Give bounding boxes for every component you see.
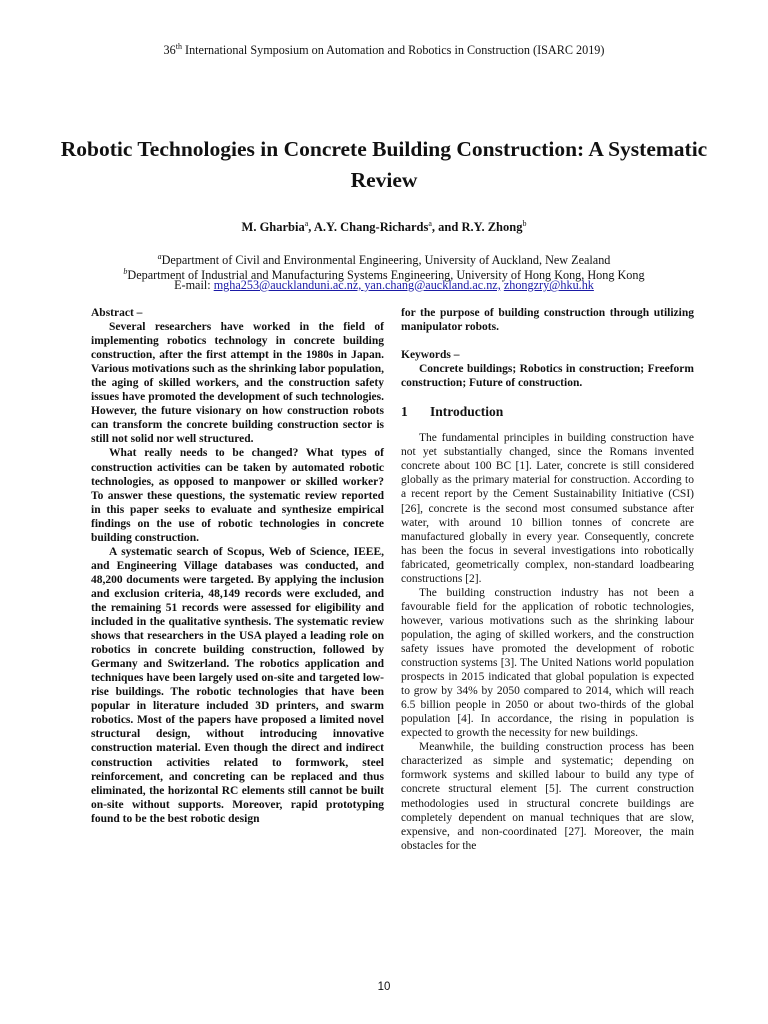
abstract-paragraph-3: A systematic search of Scopus, Web of Science, IEEE, and Engineering Village databases was conducted, and 48,200 documents were targeted. By applying the inclusion and exclusion criteria, 48,149 records were excluded, and the remaining 51 records were assessed for eligibility and included in the qualitative synthesis. The systematic review shows that researchers in the USA played a leading role on robotics in concrete building construction, followed by Germany and Switzerland. The robotics application and techniques have been largely used on-site and targeted low-rise buildings. The robotic technologies that have been popular in literature included 3D printers, and swarm robotics. Most of the papers have proposed a limited novel structural design, without introducing innovative construction material. Even though the direct and indirect construction activities related to formwork, steel reinforcement, and concreting can be replaced and thus eliminated, the horizontal RC elements still cannot be built on-site without supports. Moreover, rapid prototyping found to be the best robotic design [91,545,384,825]
section-heading-introduction [401,405,694,419]
page-number: 10 [377,981,391,993]
conference-ordinal-suffix: th [175,42,182,51]
abstract-paragraph-1: Several researchers have worked in the field of implementing robotics technology in concrete building construction, after the first attempt in the 1980s in Japan. Various motivations such as the shrinking labor population, the aging of skilled workers, and the construction safety issues have promoted the development of such technologies. However, the future visionary on how construction robots can transform the concrete building construction sector is still not solid nor well structured. [91,321,384,446]
section-number: 1 [401,404,408,420]
author-2-affil-mark: a [428,219,432,228]
author-separator-and: , and [431,220,462,235]
affiliation-a-text: Department of Civil and Environmental Engineering, University of Auckland, New Zealand [161,253,611,268]
conference-ordinal: 36 [163,43,176,58]
affiliation-b-mark: b [123,267,128,276]
abstract-heading: Abstract – [91,307,143,319]
intro-paragraph-3: Meanwhile, the building construction process has been characterized as simple and systematic; depending on formwork systems and skilled labour to build any type of concrete structural element [5]. The current construction methodologies used in structural concrete buildings are completely dependent on manual techniques that are slow, expensive, and non-coordinated [27]. Moreover, the main obstacles for the [401,741,694,852]
section-title: Introduction [430,404,504,420]
conference-header [0,42,768,58]
conference-name: International Symposium on Automation and Robotics in Construction (ISARC 2019) [181,43,605,58]
author-2: A.Y. Chang-Richards [313,220,429,235]
author-1: M. Gharbia [241,220,305,235]
intro-paragraph-2: The building construction industry has not been a favourable field for the application of robotic technologies, however, various motivations such as the shrinking labour population, the aging of skilled workers, and the construction safety issues have promoted the development of robotic construction systems [3]. The United Nations world population prospects in 2015 indicated that global population is expected to grow by 34% by 2050 compared to 2014, which will reach 6.5 billion people in 2050 or about two-thirds of the global population [4]. In accordance, the rising in population is expected to growth the necessity for new buildings. [401,586,694,740]
affiliation-b-text: Department of Industrial and Manufacturing Systems Engineering, University of Hong Kong, Hong Kong [127,268,645,283]
keywords-heading: Keywords – [401,349,460,362]
author-list [0,219,768,235]
email-line [0,278,768,293]
author-1-affil-mark: a [304,219,309,228]
right-column [401,306,694,853]
intro-paragraph-1: The fundamental principles in building construction have not yet substantially changed, since the Romans invented concrete about 100 BC [1]. Later, concrete is still considered globally as the primary material for construction. According to a recent report by the Cement Sustainability Initiative (CSI) [26], concrete is the second most consumed substance after water, with around 10 billion tonnes of concrete are manufactured globally in every year. Consequently, concrete has been the focus in several investigations into robotically fabricated, geometrically complex, non-standard loadbearing constructions [2]. [401,432,694,585]
paper-title: Robotic Technologies in Concrete Building Construction: A Systematic Review [60,137,708,192]
email-label: E-mail: [174,278,214,292]
abstract-paragraph-2: What really needs to be changed? What types of construction activities can be taken by automated robotic technologies, as opposed to manpower or skilled worker? To answer these questions, the systematic review reported in this paper seeks to evaluate and synthesize empirical findings on the use of robotic technologies in concrete building construction. [91,447,384,544]
abstract-continuation: for the purpose of building construction through utilizing manipulator robots. [401,307,694,334]
email-link-last[interactable]: zhongzry@hku.hk [503,278,594,292]
author-separator: , [308,220,314,235]
email-links[interactable]: mgha253@aucklanduni.ac.nz, yan.chang@auckland.ac.nz, [213,278,501,292]
affiliation-a-mark: a [157,252,162,261]
keywords-text: Concrete buildings; Robotics in construction; Freeform construction; Future of construction. [401,363,694,390]
author-3: R.Y. Zhong [461,220,523,235]
author-3-affil-mark: b [522,219,527,228]
abstract-column [91,306,384,826]
